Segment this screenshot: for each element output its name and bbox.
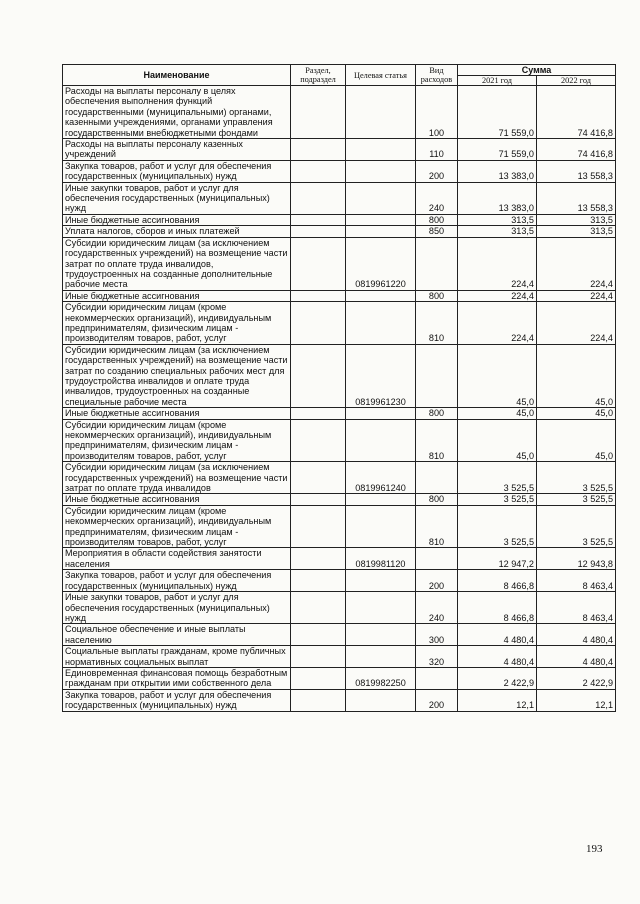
cell-target	[346, 86, 416, 139]
cell-section	[291, 505, 346, 548]
cell-name: Закупка товаров, работ и услуг для обеспечения государственных (муниципальных) нужд	[63, 570, 291, 592]
cell-kind: 810	[416, 302, 458, 345]
cell-target: 0819961220	[346, 237, 416, 290]
cell-target	[346, 226, 416, 237]
table-row	[63, 462, 616, 494]
header-kind: Вид расходов	[416, 65, 458, 86]
cell-section	[291, 419, 346, 462]
cell-value-2021: 4 480,4	[458, 646, 537, 668]
cell-name: Субсидии юридическим лицам (за исключением государственных учреждений) на возмещение части затрат по созданию специальных рабочих мест для трудоустройства инвалидов и оплате труда инвалидов, трудоустроенных на созданные специальные рабочие места	[63, 344, 291, 407]
table-row	[63, 160, 616, 182]
cell-value-2022: 4 480,4	[537, 646, 616, 668]
cell-value-2021: 45,0	[458, 408, 537, 419]
cell-value-2022: 74 416,8	[537, 139, 616, 161]
table-row	[63, 408, 616, 419]
cell-section	[291, 302, 346, 345]
cell-value-2022: 3 525,5	[537, 505, 616, 548]
cell-value-2021: 224,4	[458, 302, 537, 345]
table-row	[63, 419, 616, 462]
table-row	[63, 182, 616, 214]
cell-name: Иные бюджетные ассигнования	[63, 408, 291, 419]
cell-section	[291, 548, 346, 570]
cell-kind: 800	[416, 214, 458, 225]
cell-name: Иные бюджетные ассигнования	[63, 290, 291, 301]
cell-value-2021: 2 422,9	[458, 667, 537, 689]
cell-value-2021: 3 525,5	[458, 494, 537, 505]
cell-kind: 200	[416, 570, 458, 592]
cell-value-2021: 71 559,0	[458, 86, 537, 139]
table-header	[63, 65, 616, 86]
cell-kind	[416, 667, 458, 689]
table-row	[63, 226, 616, 237]
cell-value-2022: 224,4	[537, 237, 616, 290]
cell-target	[346, 290, 416, 301]
cell-target	[346, 182, 416, 214]
table-row	[63, 624, 616, 646]
cell-value-2022: 12 943,8	[537, 548, 616, 570]
cell-value-2021: 313,5	[458, 226, 537, 237]
cell-value-2021: 313,5	[458, 214, 537, 225]
table-row	[63, 237, 616, 290]
cell-section	[291, 624, 346, 646]
cell-kind	[416, 548, 458, 570]
cell-value-2021: 12 947,2	[458, 548, 537, 570]
cell-kind: 300	[416, 624, 458, 646]
cell-kind: 810	[416, 505, 458, 548]
cell-kind: 320	[416, 646, 458, 668]
cell-section	[291, 646, 346, 668]
cell-name: Иные закупки товаров, работ и услуг для обеспечения государственных (муниципальных) нужд	[63, 592, 291, 624]
cell-value-2021: 12,1	[458, 689, 537, 711]
cell-value-2022: 3 525,5	[537, 494, 616, 505]
cell-value-2022: 224,4	[537, 302, 616, 345]
cell-target	[346, 624, 416, 646]
cell-section	[291, 86, 346, 139]
header-section: Раздел, подраздел	[291, 65, 346, 86]
cell-target	[346, 139, 416, 161]
cell-value-2021: 224,4	[458, 237, 537, 290]
table-row	[63, 214, 616, 225]
cell-target: 0819961240	[346, 462, 416, 494]
cell-kind: 110	[416, 139, 458, 161]
cell-section	[291, 139, 346, 161]
cell-name: Социальные выплаты гражданам, кроме публичных нормативных социальных выплат	[63, 646, 291, 668]
cell-kind: 200	[416, 160, 458, 182]
cell-kind	[416, 237, 458, 290]
cell-value-2022: 45,0	[537, 419, 616, 462]
header-sum: Сумма	[458, 65, 616, 76]
cell-kind: 800	[416, 408, 458, 419]
cell-value-2022: 13 558,3	[537, 160, 616, 182]
table-row	[63, 548, 616, 570]
cell-kind: 850	[416, 226, 458, 237]
cell-kind: 100	[416, 86, 458, 139]
cell-value-2021: 45,0	[458, 344, 537, 407]
cell-kind	[416, 344, 458, 407]
cell-value-2021: 224,4	[458, 290, 537, 301]
cell-section	[291, 408, 346, 419]
cell-target	[346, 408, 416, 419]
budget-table	[62, 64, 616, 712]
cell-value-2022: 4 480,4	[537, 624, 616, 646]
cell-value-2021: 8 466,8	[458, 592, 537, 624]
table-row	[63, 139, 616, 161]
cell-kind: 240	[416, 182, 458, 214]
table-row	[63, 689, 616, 711]
table-row	[63, 592, 616, 624]
cell-name: Субсидии юридическим лицам (кроме некоммерческих организаций), индивидуальным предпринимателям, физическим лицам - производителям товаров, работ, услуг	[63, 505, 291, 548]
cell-value-2022: 12,1	[537, 689, 616, 711]
cell-value-2021: 3 525,5	[458, 462, 537, 494]
cell-name: Единовременная финансовая помощь безработным гражданам при открытии ими собственного дела	[63, 667, 291, 689]
cell-value-2022: 3 525,5	[537, 462, 616, 494]
cell-section	[291, 290, 346, 301]
cell-name: Социальное обеспечение и иные выплаты населению	[63, 624, 291, 646]
cell-section	[291, 689, 346, 711]
cell-name: Иные бюджетные ассигнования	[63, 214, 291, 225]
cell-kind: 240	[416, 592, 458, 624]
cell-value-2022: 45,0	[537, 408, 616, 419]
cell-value-2022: 2 422,9	[537, 667, 616, 689]
cell-target: 0819982250	[346, 667, 416, 689]
cell-value-2021: 4 480,4	[458, 624, 537, 646]
cell-kind: 810	[416, 419, 458, 462]
cell-kind	[416, 462, 458, 494]
cell-section	[291, 214, 346, 225]
cell-section	[291, 592, 346, 624]
cell-kind: 800	[416, 290, 458, 301]
cell-section	[291, 226, 346, 237]
cell-section	[291, 160, 346, 182]
cell-name: Закупка товаров, работ и услуг для обеспечения государственных (муниципальных) нужд	[63, 160, 291, 182]
cell-value-2021: 13 383,0	[458, 160, 537, 182]
cell-section	[291, 494, 346, 505]
cell-target	[346, 214, 416, 225]
header-year-2021: 2021 год	[458, 76, 537, 86]
cell-section	[291, 237, 346, 290]
cell-name: Субсидии юридическим лицам (кроме некоммерческих организаций), индивидуальным предпринимателям, физическим лицам - производителям товаров, работ, услуг	[63, 419, 291, 462]
table-row	[63, 505, 616, 548]
header-target: Целевая статья	[346, 65, 416, 86]
table-row	[63, 344, 616, 407]
cell-value-2022: 313,5	[537, 226, 616, 237]
cell-value-2021: 8 466,8	[458, 570, 537, 592]
cell-value-2021: 71 559,0	[458, 139, 537, 161]
table-row	[63, 570, 616, 592]
cell-target	[346, 505, 416, 548]
table-row	[63, 290, 616, 301]
header-name: Наименование	[63, 65, 291, 86]
cell-target	[346, 646, 416, 668]
cell-section	[291, 570, 346, 592]
cell-name: Уплата налогов, сборов и иных платежей	[63, 226, 291, 237]
cell-section	[291, 182, 346, 214]
table-row	[63, 667, 616, 689]
table-row	[63, 302, 616, 345]
cell-value-2022: 313,5	[537, 214, 616, 225]
cell-value-2022: 13 558,3	[537, 182, 616, 214]
cell-kind: 200	[416, 689, 458, 711]
table-body	[63, 86, 616, 712]
cell-section	[291, 344, 346, 407]
cell-value-2022: 45,0	[537, 344, 616, 407]
cell-value-2021: 45,0	[458, 419, 537, 462]
cell-section	[291, 667, 346, 689]
cell-name: Мероприятия в области содействия занятости населения	[63, 548, 291, 570]
cell-target	[346, 494, 416, 505]
cell-value-2022: 224,4	[537, 290, 616, 301]
header-year-2022: 2022 год	[537, 76, 616, 86]
cell-target	[346, 160, 416, 182]
cell-value-2021: 3 525,5	[458, 505, 537, 548]
cell-target: 0819981120	[346, 548, 416, 570]
cell-section	[291, 462, 346, 494]
table-row	[63, 494, 616, 505]
cell-target	[346, 302, 416, 345]
budget-sheet	[62, 64, 616, 712]
cell-target	[346, 592, 416, 624]
cell-target	[346, 570, 416, 592]
cell-name: Закупка товаров, работ и услуг для обеспечения государственных (муниципальных) нужд	[63, 689, 291, 711]
cell-target	[346, 689, 416, 711]
cell-kind: 800	[416, 494, 458, 505]
cell-name: Расходы на выплаты персоналу в целях обеспечения выполнения функций государственными (муниципальными) органами, казенными учреждениями, органами управления государственными внебюджетными фондами	[63, 86, 291, 139]
cell-value-2022: 8 463,4	[537, 570, 616, 592]
cell-name: Субсидии юридическим лицам (за исключением государственных учреждений) на возмещение части затрат по оплате труда инвалидов	[63, 462, 291, 494]
cell-target: 0819961230	[346, 344, 416, 407]
cell-name: Иные закупки товаров, работ и услуг для обеспечения государственных (муниципальных) нужд	[63, 182, 291, 214]
cell-value-2022: 74 416,8	[537, 86, 616, 139]
cell-name: Иные бюджетные ассигнования	[63, 494, 291, 505]
cell-name: Расходы на выплаты персоналу казенных учреждений	[63, 139, 291, 161]
cell-name: Субсидии юридическим лицам (кроме некоммерческих организаций), индивидуальным предпринимателям, физическим лицам - производителям товаров, работ, услуг	[63, 302, 291, 345]
cell-target	[346, 419, 416, 462]
cell-value-2021: 13 383,0	[458, 182, 537, 214]
cell-name: Субсидии юридическим лицам (за исключением государственных учреждений) на возмещение части затрат по оплате труда инвалидов, трудоустроенных на созданные дополнительные рабочие места	[63, 237, 291, 290]
cell-value-2022: 8 463,4	[537, 592, 616, 624]
table-row	[63, 646, 616, 668]
table-row	[63, 86, 616, 139]
page-number: 193	[586, 843, 603, 855]
